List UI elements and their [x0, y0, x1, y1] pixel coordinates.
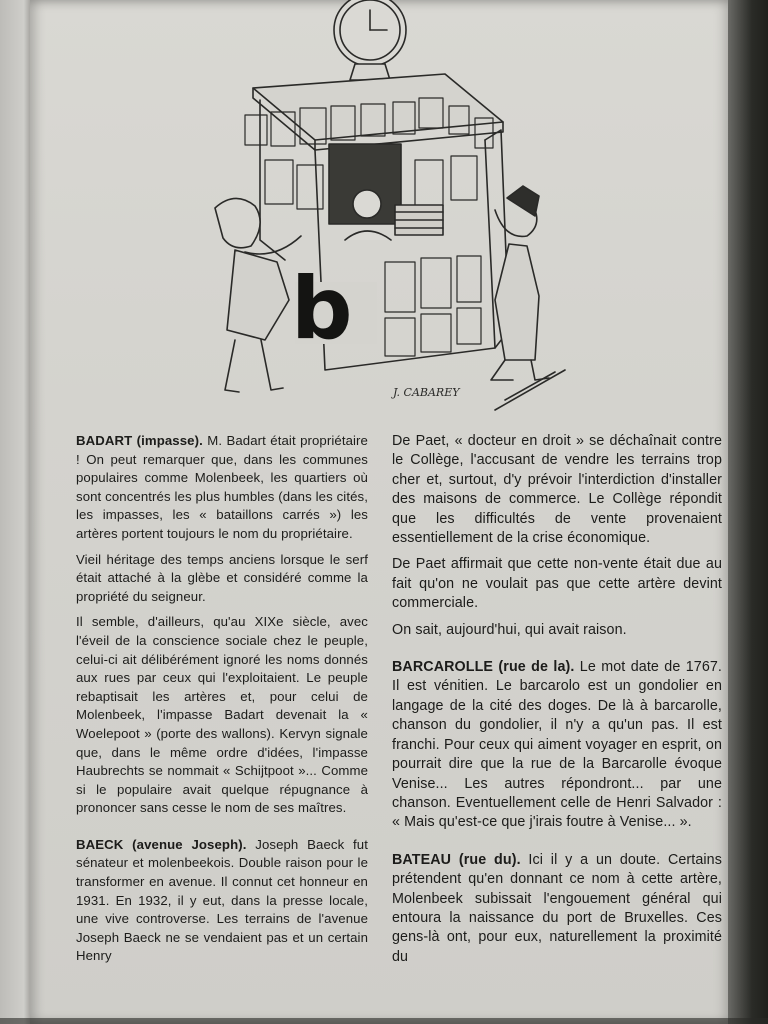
kiosk-illustration [205, 0, 575, 420]
entry-heading: BARCAROLLE (rue de la). [392, 659, 575, 676]
entry-text: M. Badart était propriétaire ! On peut remarquer que, dans les communes populaires comme Molenbeek, les quartiers où sont concentrés les plus humbles (dans les cités, les impasses, les « bataillons carrés ») les artères portent toujours le nom du propriétaire. [76, 433, 368, 541]
entry-text: Ici il y a un doute. Certains prétendent qu'en donnant ce nom à cette artère, Molenbeek subissait l'engouement général qui entoura la naissance du port de Bruxelles. Ces gens-là ont, pour eux, naturellement la proximité du [392, 851, 722, 965]
paragraph: De Paet affirmait que cette non-vente était due au fait qu'on ne voulait pas que cette artère devint commerciale. [392, 556, 722, 612]
book-page [30, 0, 734, 1024]
entry-barcarolle [392, 658, 722, 833]
right-page-shadow [728, 0, 768, 1024]
paragraph: On sait, aujourd'hui, qui avait raison. [392, 621, 627, 638]
right-text-column [392, 432, 722, 974]
entry-baeck [76, 836, 368, 966]
entry-heading: BAECK (avenue Joseph). [76, 836, 247, 852]
entry-text: Joseph Baeck fut sénateur et molenbeekois. Double raison pour le transformer en avenue. Il connut cet honneur en 1931. En 1932, il y eut, dans la presse locale, une vive controverse. Les terrains de l'avenue Joseph Baeck ne se vendaient pas et un certain Henry [76, 836, 369, 964]
entry-heading: BADART (impasse). [76, 433, 203, 448]
clock-icon [334, 0, 406, 80]
entry-bateau [392, 851, 722, 967]
paragraph: Il semble, d'ailleurs, qu'au XIXe siècle, avec l'éveil de la conscience sociale chez le peuple, celui-ci ait délibérément ignoré les noms donnés aux rues par ceux qui l'exploitaient. Le peuple rebaptisait les artères et, pour celui de Molenbeek, l'impasse Badart devenait la « Woelepoot » (porte des wallons). Kervyn signale que, dans le même ordre d'idées, l'impasse Haubrechts se nommait « Schijtpoot »... Comme si le populaire avait quelque répugnance à prononcer sans cesse le nom de ses maîtres. [76, 614, 368, 816]
paragraph: Vieil héritage des temps anciens lorsque le serf était attaché à la glèbe et considéré comme la propriété du seigneur. [76, 551, 368, 604]
illustrator-signature: J. CABAREY [393, 386, 460, 399]
left-text-column [76, 432, 368, 973]
entry-badart [76, 432, 368, 544]
right-figure [491, 186, 549, 380]
bottom-edge [0, 1018, 768, 1024]
left-page-edge [0, 0, 34, 1024]
left-figure [215, 198, 301, 392]
entry-heading: BATEAU (rue du). [392, 851, 521, 868]
drop-letter: b [291, 259, 353, 359]
entry-text: Le mot date de 1767. Il est vénitien. Le barcarolo est un gondolier en langage de la cité des doges. De là à barcarolle, chanson du gondolier, il n'y a qu'un pas. Il est franchi. Pour ceux qui aiment voyager en esprit, on pourrait dire que la rue de la Barcarolle évoque Venise... Les autres répondront... par une chanson. Eventuellement celle de Henri Salvador : « Mais qu'est-ce que j'irais foutre à Venise... ». [392, 659, 723, 831]
paragraph: De Paet, « docteur en droit » se déchaînait contre le Collège, l'accusant de vendre les terrains trop cher et, surtout, d'y prévoir l'interdiction d'installer des maisons de commerce. Le Collège répondit que les difficultés de vente provenaient essentiellement de la crise économique. [392, 433, 722, 547]
